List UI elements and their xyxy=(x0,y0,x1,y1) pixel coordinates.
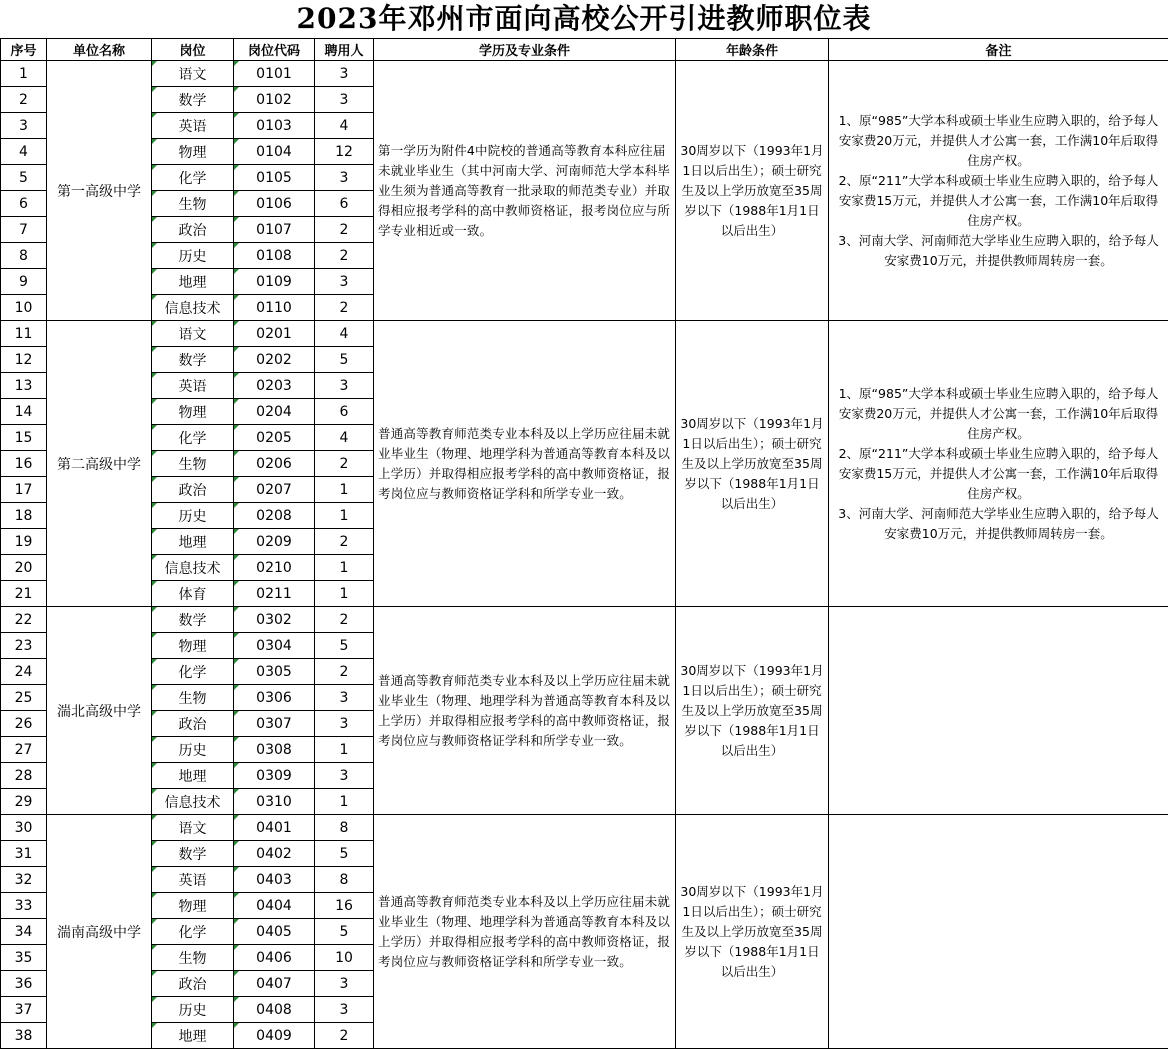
post-code: 0102 xyxy=(234,87,315,113)
row-number: 30 xyxy=(1,815,47,841)
header-code: 岗位代码 xyxy=(234,39,315,61)
row-number: 31 xyxy=(1,841,47,867)
hire-count: 5 xyxy=(315,919,374,945)
unit-name: 湍南高级中学 xyxy=(47,815,152,1049)
row-number: 1 xyxy=(1,61,47,87)
hire-count: 6 xyxy=(315,399,374,425)
table-row xyxy=(1,321,1168,347)
post-name: 语文 xyxy=(152,61,234,87)
row-number: 10 xyxy=(1,295,47,321)
hire-count: 1 xyxy=(315,789,374,815)
education-requirement: 普通高等教育师范类专业本科及以上学历应往届未就业毕业生（物理、地理学科为普通高等教育本科及以上学历）并取得相应报考学科的高中教师资格证，报考岗位应与教师资格证学科和所学专业一致。 xyxy=(374,321,676,607)
hire-count: 3 xyxy=(315,997,374,1023)
row-number: 4 xyxy=(1,139,47,165)
row-number: 22 xyxy=(1,607,47,633)
age-requirement: 30周岁以下（1993年1月1日以后出生）；硕士研究生及以上学历放宽至35周岁以下（1988年1月1日以后出生） xyxy=(676,607,829,815)
post-name: 历史 xyxy=(152,997,234,1023)
row-number: 37 xyxy=(1,997,47,1023)
row-number: 28 xyxy=(1,763,47,789)
post-code: 0106 xyxy=(234,191,315,217)
post-name: 政治 xyxy=(152,971,234,997)
post-name: 生物 xyxy=(152,191,234,217)
hire-count: 1 xyxy=(315,555,374,581)
hire-count: 1 xyxy=(315,477,374,503)
header-age: 年龄条件 xyxy=(676,39,829,61)
post-code: 0203 xyxy=(234,373,315,399)
post-code: 0105 xyxy=(234,165,315,191)
hire-count: 8 xyxy=(315,867,374,893)
row-number: 18 xyxy=(1,503,47,529)
table-row xyxy=(1,61,1168,87)
hire-count: 3 xyxy=(315,87,374,113)
hire-count: 3 xyxy=(315,61,374,87)
education-requirement: 第一学历为附件4中院校的普通高等教育本科应往届未就业毕业生（其中河南大学、河南师范大学本科毕业生须为普通高等教育一批录取的师范类专业）并取得相应报考学科的高中教师资格证，报考岗位应与所学专业相近或一致。 xyxy=(374,61,676,321)
post-name: 政治 xyxy=(152,477,234,503)
post-code: 0205 xyxy=(234,425,315,451)
row-number: 5 xyxy=(1,165,47,191)
remarks: 1、原“985”大学本科或硕士毕业生应聘入职的，给予每人安家费20万元，并提供人才公寓一套，工作满10年后取得住房产权。 2、原“211”大学本科或硕士毕业生应聘入职的，给予每人安家费15万元，并提供人才公寓一套，工作满10年后取得住房产权。 3、河南大学、河南师范大学毕业生应聘入职的，给予每人安家费10万元，并提供教师周转房一套。 xyxy=(829,61,1168,321)
hire-count: 2 xyxy=(315,243,374,269)
remarks xyxy=(829,607,1168,815)
post-name: 生物 xyxy=(152,451,234,477)
post-code: 0209 xyxy=(234,529,315,555)
post-code: 0302 xyxy=(234,607,315,633)
post-name: 生物 xyxy=(152,945,234,971)
row-number: 27 xyxy=(1,737,47,763)
hire-count: 1 xyxy=(315,503,374,529)
post-code: 0403 xyxy=(234,867,315,893)
remarks xyxy=(829,815,1168,1049)
post-name: 物理 xyxy=(152,399,234,425)
post-code: 0408 xyxy=(234,997,315,1023)
post-name: 物理 xyxy=(152,139,234,165)
hire-count: 2 xyxy=(315,217,374,243)
hire-count: 8 xyxy=(315,815,374,841)
post-code: 0103 xyxy=(234,113,315,139)
post-name: 化学 xyxy=(152,659,234,685)
post-name: 地理 xyxy=(152,529,234,555)
unit-name: 第二高级中学 xyxy=(47,321,152,607)
hire-count: 3 xyxy=(315,269,374,295)
post-code: 0104 xyxy=(234,139,315,165)
row-number: 9 xyxy=(1,269,47,295)
hire-count: 1 xyxy=(315,581,374,607)
hire-count: 2 xyxy=(315,295,374,321)
age-requirement: 30周岁以下（1993年1月1日以后出生）；硕士研究生及以上学历放宽至35周岁以下（1988年1月1日以后出生） xyxy=(676,815,829,1049)
post-code: 0306 xyxy=(234,685,315,711)
post-code: 0101 xyxy=(234,61,315,87)
post-name: 政治 xyxy=(152,217,234,243)
row-number: 29 xyxy=(1,789,47,815)
post-name: 英语 xyxy=(152,867,234,893)
post-name: 化学 xyxy=(152,425,234,451)
post-code: 0308 xyxy=(234,737,315,763)
post-name: 历史 xyxy=(152,737,234,763)
post-code: 0108 xyxy=(234,243,315,269)
row-number: 3 xyxy=(1,113,47,139)
post-code: 0109 xyxy=(234,269,315,295)
education-requirement: 普通高等教育师范类专业本科及以上学历应往届未就业毕业生（物理、地理学科为普通高等教育本科及以上学历）并取得相应报考学科的高中教师资格证，报考岗位应与教师资格证学科和所学专业一致。 xyxy=(374,815,676,1049)
post-name: 信息技术 xyxy=(152,789,234,815)
row-number: 16 xyxy=(1,451,47,477)
hire-count: 12 xyxy=(315,139,374,165)
post-name: 地理 xyxy=(152,269,234,295)
post-name: 数学 xyxy=(152,841,234,867)
post-name: 数学 xyxy=(152,607,234,633)
unit-name: 第一高级中学 xyxy=(47,61,152,321)
header-note: 备注 xyxy=(829,39,1168,61)
header-row xyxy=(1,39,1168,61)
post-code: 0107 xyxy=(234,217,315,243)
post-code: 0307 xyxy=(234,711,315,737)
post-code: 0211 xyxy=(234,581,315,607)
post-code: 0110 xyxy=(234,295,315,321)
post-code: 0309 xyxy=(234,763,315,789)
post-code: 0208 xyxy=(234,503,315,529)
post-code: 0310 xyxy=(234,789,315,815)
education-requirement: 普通高等教育师范类专业本科及以上学历应往届未就业毕业生（物理、地理学科为普通高等教育本科及以上学历）并取得相应报考学科的高中教师资格证，报考岗位应与教师资格证学科和所学专业一致。 xyxy=(374,607,676,815)
row-number: 17 xyxy=(1,477,47,503)
row-number: 14 xyxy=(1,399,47,425)
post-code: 0210 xyxy=(234,555,315,581)
unit-name: 湍北高级中学 xyxy=(47,607,152,815)
post-name: 信息技术 xyxy=(152,295,234,321)
post-code: 0206 xyxy=(234,451,315,477)
post-name: 地理 xyxy=(152,763,234,789)
post-code: 0405 xyxy=(234,919,315,945)
hire-count: 3 xyxy=(315,373,374,399)
header-post: 岗位 xyxy=(152,39,234,61)
document-title: 2023年邓州市面向高校公开引进教师职位表 xyxy=(296,2,872,35)
post-name: 历史 xyxy=(152,503,234,529)
post-code: 0404 xyxy=(234,893,315,919)
header-no: 序号 xyxy=(1,39,47,61)
post-name: 信息技术 xyxy=(152,555,234,581)
post-name: 历史 xyxy=(152,243,234,269)
hire-count: 5 xyxy=(315,633,374,659)
post-name: 语文 xyxy=(152,815,234,841)
post-code: 0204 xyxy=(234,399,315,425)
post-code: 0207 xyxy=(234,477,315,503)
post-name: 英语 xyxy=(152,373,234,399)
hire-count: 5 xyxy=(315,347,374,373)
row-number: 36 xyxy=(1,971,47,997)
header-education: 学历及专业条件 xyxy=(374,39,676,61)
row-number: 12 xyxy=(1,347,47,373)
row-number: 7 xyxy=(1,217,47,243)
post-name: 化学 xyxy=(152,919,234,945)
hire-count: 2 xyxy=(315,607,374,633)
hire-count: 4 xyxy=(315,113,374,139)
hire-count: 5 xyxy=(315,841,374,867)
row-number: 33 xyxy=(1,893,47,919)
age-requirement: 30周岁以下（1993年1月1日以后出生）；硕士研究生及以上学历放宽至35周岁以下（1988年1月1日以后出生） xyxy=(676,321,829,607)
table-body xyxy=(1,61,1168,1049)
table-row xyxy=(1,607,1168,633)
row-number: 26 xyxy=(1,711,47,737)
row-number: 24 xyxy=(1,659,47,685)
post-code: 0305 xyxy=(234,659,315,685)
hire-count: 3 xyxy=(315,165,374,191)
row-number: 15 xyxy=(1,425,47,451)
row-number: 2 xyxy=(1,87,47,113)
post-name: 数学 xyxy=(152,347,234,373)
post-name: 语文 xyxy=(152,321,234,347)
age-requirement: 30周岁以下（1993年1月1日以后出生）；硕士研究生及以上学历放宽至35周岁以下（1988年1月1日以后出生） xyxy=(676,61,829,321)
position-table xyxy=(0,38,1168,1049)
hire-count: 3 xyxy=(315,971,374,997)
row-number: 35 xyxy=(1,945,47,971)
post-name: 物理 xyxy=(152,633,234,659)
hire-count: 4 xyxy=(315,321,374,347)
row-number: 32 xyxy=(1,867,47,893)
post-code: 0202 xyxy=(234,347,315,373)
row-number: 6 xyxy=(1,191,47,217)
post-code: 0402 xyxy=(234,841,315,867)
hire-count: 3 xyxy=(315,685,374,711)
post-code: 0401 xyxy=(234,815,315,841)
row-number: 38 xyxy=(1,1023,47,1049)
post-name: 生物 xyxy=(152,685,234,711)
post-name: 政治 xyxy=(152,711,234,737)
post-code: 0409 xyxy=(234,1023,315,1049)
table-row xyxy=(1,815,1168,841)
post-name: 化学 xyxy=(152,165,234,191)
post-name: 英语 xyxy=(152,113,234,139)
hire-count: 2 xyxy=(315,1023,374,1049)
row-number: 21 xyxy=(1,581,47,607)
row-number: 13 xyxy=(1,373,47,399)
hire-count: 16 xyxy=(315,893,374,919)
hire-count: 6 xyxy=(315,191,374,217)
hire-count: 1 xyxy=(315,737,374,763)
post-name: 数学 xyxy=(152,87,234,113)
post-code: 0406 xyxy=(234,945,315,971)
row-number: 8 xyxy=(1,243,47,269)
hire-count: 4 xyxy=(315,425,374,451)
post-code: 0407 xyxy=(234,971,315,997)
post-name: 物理 xyxy=(152,893,234,919)
hire-count: 2 xyxy=(315,659,374,685)
hire-count: 3 xyxy=(315,711,374,737)
row-number: 23 xyxy=(1,633,47,659)
row-number: 34 xyxy=(1,919,47,945)
post-name: 地理 xyxy=(152,1023,234,1049)
row-number: 25 xyxy=(1,685,47,711)
post-code: 0201 xyxy=(234,321,315,347)
row-number: 20 xyxy=(1,555,47,581)
header-unit: 单位名称 xyxy=(47,39,152,61)
hire-count: 2 xyxy=(315,451,374,477)
hire-count: 2 xyxy=(315,529,374,555)
remarks: 1、原“985”大学本科或硕士毕业生应聘入职的，给予每人安家费20万元，并提供人才公寓一套，工作满10年后取得住房产权。 2、原“211”大学本科或硕士毕业生应聘入职的，给予每人安家费15万元，并提供人才公寓一套，工作满10年后取得住房产权。 3、河南大学、河南师范大学毕业生应聘入职的，给予每人安家费10万元，并提供教师周转房一套。 xyxy=(829,321,1168,607)
post-code: 0304 xyxy=(234,633,315,659)
post-name: 体育 xyxy=(152,581,234,607)
header-count: 聘用人 xyxy=(315,39,374,61)
row-number: 11 xyxy=(1,321,47,347)
hire-count: 3 xyxy=(315,763,374,789)
hire-count: 10 xyxy=(315,945,374,971)
row-number: 19 xyxy=(1,529,47,555)
